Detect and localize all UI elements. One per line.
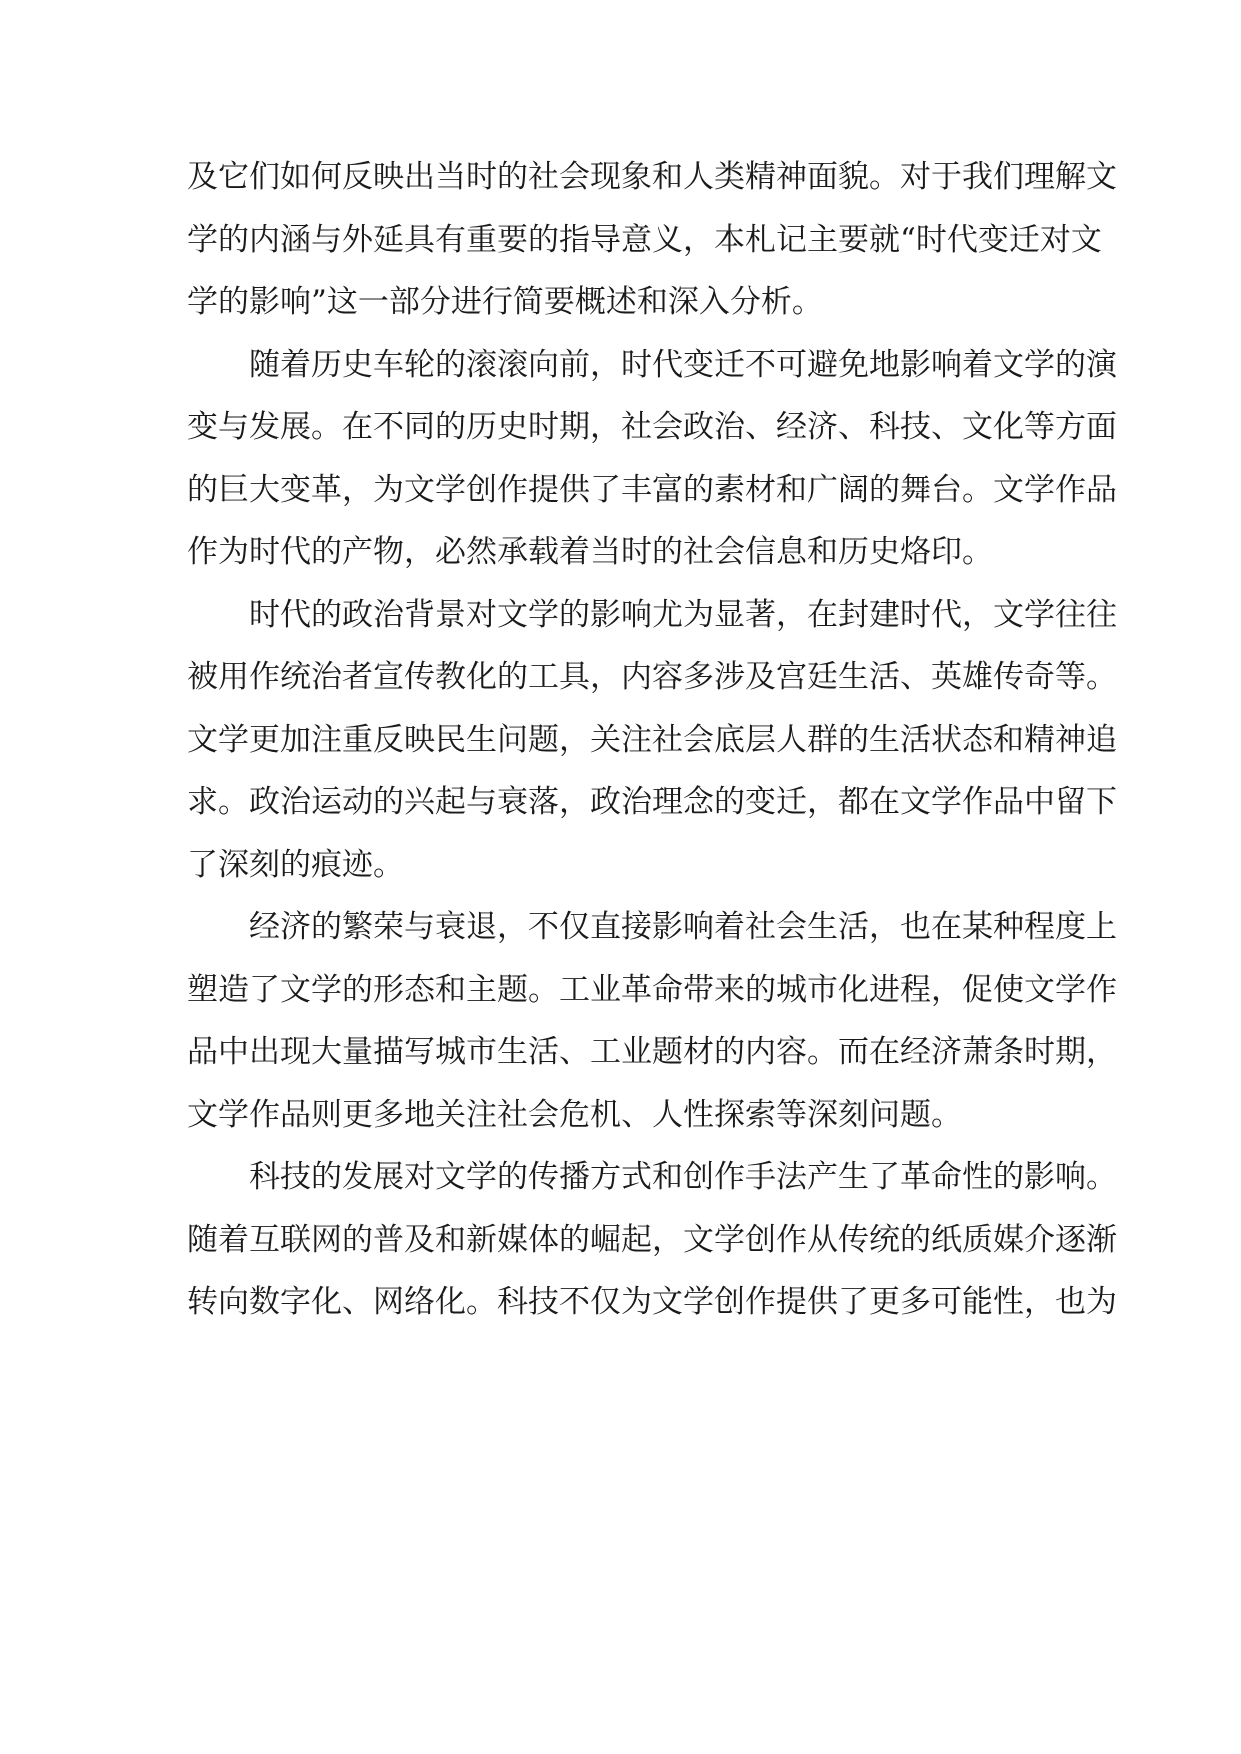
paragraph-first-line: 科技的发展对文学的传播方式和创作手法产生了革命性的影响。: [249, 1159, 1117, 1195]
paragraph-first-line: 时代的政治背景对文学的影响尤为显著，在封建时代，文学往往: [249, 596, 1117, 633]
body-text: [187, 146, 1117, 1334]
text-line: 学的影响”这一部分进行简要概述和深入分析。: [187, 284, 823, 320]
text-line: 作为时代的产物，必然承载着当时的社会信息和历史烙印。: [187, 534, 993, 570]
text-line: 品中出现大量描写城市生活、工业题材的内容。而在经济萧条时期，: [187, 1034, 1117, 1070]
text-line: 文学作品则更多地关注社会危机、人性探索等深刻问题。: [187, 1096, 962, 1133]
text-line: 学的内涵与外延具有重要的指导意义，本札记主要就“时代变迁对文: [187, 221, 1102, 258]
paragraph-first-line: 随着历史车轮的滚滚向前，时代变迁不可避免地影响着文学的演: [249, 346, 1117, 383]
text-line: 的巨大变革，为文学创作提供了丰富的素材和广阔的舞台。文学作品: [187, 471, 1117, 508]
text-line: 变与发展。在不同的历史时期，社会政治、经济、科技、文化等方面: [187, 409, 1117, 445]
text-line: 塑造了文学的形态和主题。工业革命带来的城市化进程，促使文学作: [187, 971, 1117, 1008]
text-line: 文学更加注重反映民生问题，关注社会底层人群的生活状态和精神追: [187, 721, 1117, 758]
text-line: 随着互联网的普及和新媒体的崛起，文学创作从传统的纸质媒介逐渐: [187, 1221, 1117, 1258]
text-line: 转向数字化、网络化。科技不仅为文学创作提供了更多可能性，也为: [187, 1284, 1117, 1320]
paragraph-first-line: 经济的繁荣与衰退，不仅直接影响着社会生活，也在某种程度上: [249, 909, 1117, 945]
text-line: 及它们如何反映出当时的社会现象和人类精神面貌。对于我们理解文: [187, 159, 1117, 195]
text-line: 了深刻的痕迹。: [187, 846, 404, 883]
text-line: 求。政治运动的兴起与衰落，政治理念的变迁，都在文学作品中留下: [187, 784, 1117, 820]
text-line: 被用作统治者宣传教化的工具，内容多涉及宫廷生活、英雄传奇等。: [187, 659, 1117, 695]
